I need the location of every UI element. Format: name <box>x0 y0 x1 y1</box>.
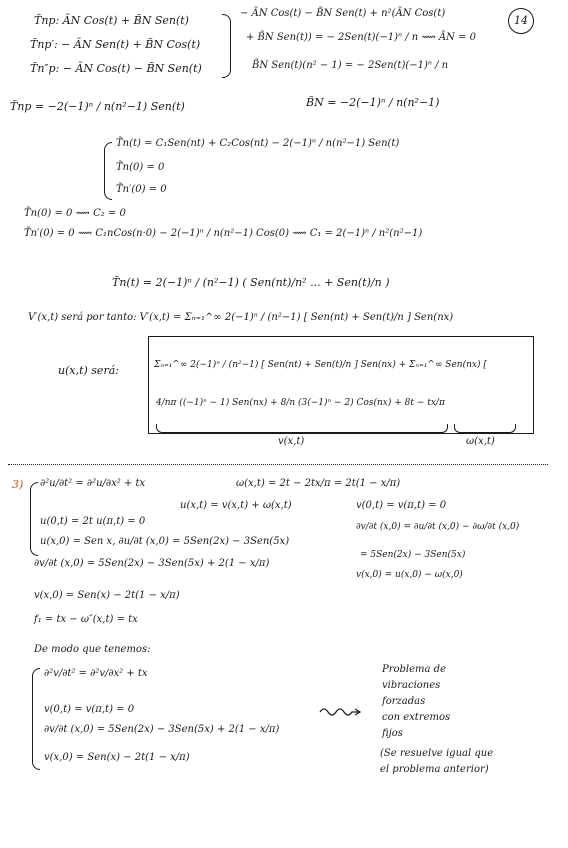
substitution-line-1: − ÃN Cos(t) − B̃N Sen(t) + n²(ÃN Cos(t) <box>240 8 446 19</box>
u-label: u(x,t) será: <box>58 364 119 377</box>
tnp-result: T̃np = −2(−1)ⁿ / n(n²−1) Sen(t) <box>10 100 185 113</box>
v-prime-line: V′(x,t) será por tanto: V′(x,t) = Σₙ₌₁^∞ 2(−1)ⁿ / (n²−1) [ Sen(nt) + Sen(t)/n ] Sen(nx) <box>28 312 454 323</box>
note-line-4: con extremos <box>382 712 451 723</box>
implies-squiggle-icon <box>318 704 368 718</box>
w-label: ω(x,t) <box>466 436 495 447</box>
substitution-line-2: + B̃N Sen(t)) = − 2Sen(t)(−1)ⁿ / n ⟿ ÃN = 0 <box>246 32 476 43</box>
bn-result: B̃N = −2(−1)ⁿ / n(n²−1) <box>306 96 440 109</box>
final-system-brace <box>32 668 40 770</box>
page-number: 14 <box>508 8 534 34</box>
tn-final: T̃n(t) = 2(−1)ⁿ / (n²−1) ( Sen(nt)/n² ... + Sen(t)/n ) <box>112 276 390 289</box>
solution-line-2: 4/nπ ((−1)ⁿ − 1) Sen(nx) + 8/n (3(−1)ⁿ − 2) Cos(nx) + 8t − tx/π <box>156 398 445 408</box>
pde-u: ∂²u/∂t² = ∂²u/∂x² + tx <box>40 478 146 489</box>
c1-line: T̃n′(0) = 0 ⟿ C₁nCos(n·0) − 2(−1)ⁿ / n(n²−1) Cos(0) ⟿ C₁ = 2(−1)ⁿ / n²(n²−1) <box>24 228 423 239</box>
note-line-7: el problema anterior) <box>380 764 489 775</box>
final-bc: v(0,t) = v(π,t) = 0 <box>44 704 135 715</box>
section-separator <box>8 464 548 465</box>
eq-tnp-double-prime: T̃n″p: − ÃN Cos(t) − B̃N Sen(t) <box>30 62 202 75</box>
v-bc: v(0,t) = v(π,t) = 0 <box>356 500 447 511</box>
eq-tnp: T̃np: ÃN Cos(t) + B̃N Sen(t) <box>34 14 189 27</box>
u-split: u(x,t) = v(x,t) + ω(x,t) <box>180 500 292 511</box>
right-brace <box>222 14 231 78</box>
w-underbrace <box>454 424 516 433</box>
solution-line-1: Σₙ₌₁^∞ 2(−1)ⁿ / (n²−1) [ Sen(nt) + Sen(t)/n ] Sen(nx) + Σₙ₌₁^∞ Sen(nx) [ <box>154 360 487 370</box>
note-line-6: (Se resuelve igual que <box>380 748 494 759</box>
dv-full: ∂v/∂t (x,0) = 5Sen(2x) − 3Sen(5x) + 2(1 − x/π) <box>34 558 270 569</box>
v-underbrace <box>156 424 448 433</box>
v0-full: v(x,0) = Sen(x) − 2t(1 − x/π) <box>34 590 180 601</box>
ic-u: u(x,0) = Sen x, ∂u/∂t (x,0) = 5Sen(2x) − 3Sen(5x) <box>40 536 290 547</box>
solution-box <box>148 336 534 434</box>
final-ic: v(x,0) = Sen(x) − 2t(1 − x/π) <box>44 752 190 763</box>
note-line-1: Problema de <box>382 664 446 675</box>
v-label: v(x,t) <box>278 436 305 447</box>
note-line-3: forzadas <box>382 696 426 707</box>
tn-general: T̃n(t) = C₁Sen(nt) + C₂Cos(nt) − 2(−1)ⁿ / n(n²−1) Sen(t) <box>116 138 400 149</box>
final-pde: ∂²v/∂t² = ∂²v/∂x² + tx <box>44 668 148 679</box>
tn-initial-0: T̃n(0) = 0 <box>116 162 165 173</box>
note-line-5: fijos <box>382 728 403 739</box>
de-modo-heading: De modo que tenemos: <box>34 644 151 655</box>
bc-u: u(0,t) = 2t u(π,t) = 0 <box>40 516 146 527</box>
v-dt-value: = 5Sen(2x) − 3Sen(5x) <box>360 550 466 560</box>
v-dt-relation: ∂v/∂t (x,0) = ∂u/∂t (x,0) − ∂ω/∂t (x,0) <box>356 522 520 532</box>
problem-marker: 3) <box>12 478 24 491</box>
final-dt: ∂v/∂t (x,0) = 5Sen(2x) − 3Sen(5x) + 2(1 − x/π) <box>44 724 280 735</box>
substitution-line-3: B̃N Sen(t)(n² − 1) = − 2Sen(t)(−1)ⁿ / n <box>252 60 449 71</box>
problem-brace <box>30 482 38 556</box>
c2-line: T̃n(0) = 0 ⟿ C₂ = 0 <box>24 208 126 219</box>
system-brace <box>104 142 112 200</box>
v-ic-relation: v(x,0) = u(x,0) − ω(x,0) <box>356 570 463 580</box>
eq-tnp-prime: T̃np′: − ÃN Sen(t) + B̃N Cos(t) <box>30 38 201 51</box>
tn-initial-prime: T̃n′(0) = 0 <box>116 184 167 195</box>
w-definition: ω(x,t) = 2t − 2tx/π = 2t(1 − x/π) <box>236 478 401 489</box>
note-line-2: vibraciones <box>382 680 441 691</box>
f-line: f₁ = tx − ω″(x,t) = tx <box>34 614 138 625</box>
